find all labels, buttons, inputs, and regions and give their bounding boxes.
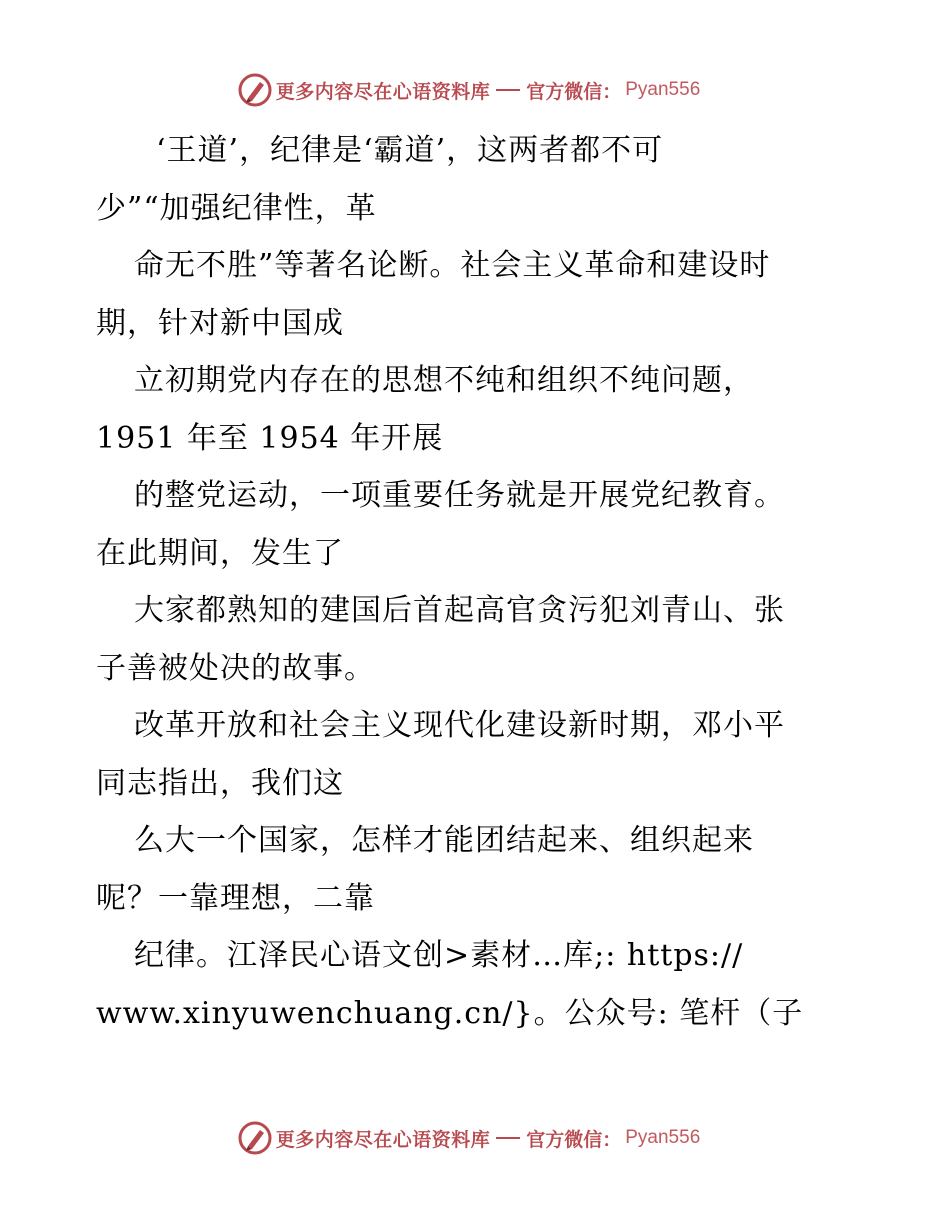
- body-line-13: 么大一个国家，怎样才能团结起来、组织起来: [134, 823, 754, 858]
- footer-banner: [0, 1118, 950, 1158]
- pen-logo-icon: [238, 73, 272, 107]
- body-line-1: ‘王道’，纪律是‘霸道’，这两者都不可: [156, 133, 664, 168]
- body-line-4: 期，针对新中国成: [96, 305, 344, 341]
- body-line-9: 大家都熟知的建国后首起高官贪污犯刘青山、张: [134, 593, 785, 628]
- body-line-16: www.xinyuwenchuang.cn/}。公众号: 笔杆（子: [96, 995, 804, 1031]
- pen-logo-icon: [238, 1121, 272, 1155]
- body-line-11: 改革开放和社会主义现代化建设新时期，邓小平: [134, 708, 785, 743]
- banner-dash: [496, 1137, 520, 1139]
- body-line-15: 纪律。江泽民心语文创>素材…库;: https://: [134, 938, 744, 973]
- body-line-2: 少”“加强纪律性，革: [96, 190, 377, 226]
- body-line-3: 命无不胜”等著名论断。社会主义革命和建设时: [134, 248, 771, 283]
- document-body: [96, 122, 876, 1042]
- body-line-8: 在此期间，发生了: [96, 535, 344, 571]
- body-line-5: 立初期党内存在的思想不纯和组织不纯问题，: [134, 363, 754, 398]
- wechat-id: Pyan556: [625, 79, 701, 100]
- banner-dash: [496, 89, 520, 91]
- body-line-6: 1951 年至 1954 年开展: [96, 420, 444, 456]
- banner-text: 更多内容尽在心语资料库: [275, 80, 491, 103]
- wechat-label: 官方微信：: [526, 1128, 622, 1151]
- body-line-7: 的整党运动，一项重要任务就是开展党纪教育。: [134, 478, 785, 513]
- body-line-10: 子善被处决的故事。: [96, 650, 375, 686]
- header-banner: [0, 70, 950, 110]
- wechat-id: Pyan556: [625, 1127, 701, 1148]
- wechat-label: 官方微信：: [526, 80, 622, 103]
- banner-text: 更多内容尽在心语资料库: [275, 1128, 491, 1151]
- body-line-14: 呢？一靠理想，二靠: [96, 880, 375, 916]
- body-line-12: 同志指出，我们这: [96, 765, 344, 801]
